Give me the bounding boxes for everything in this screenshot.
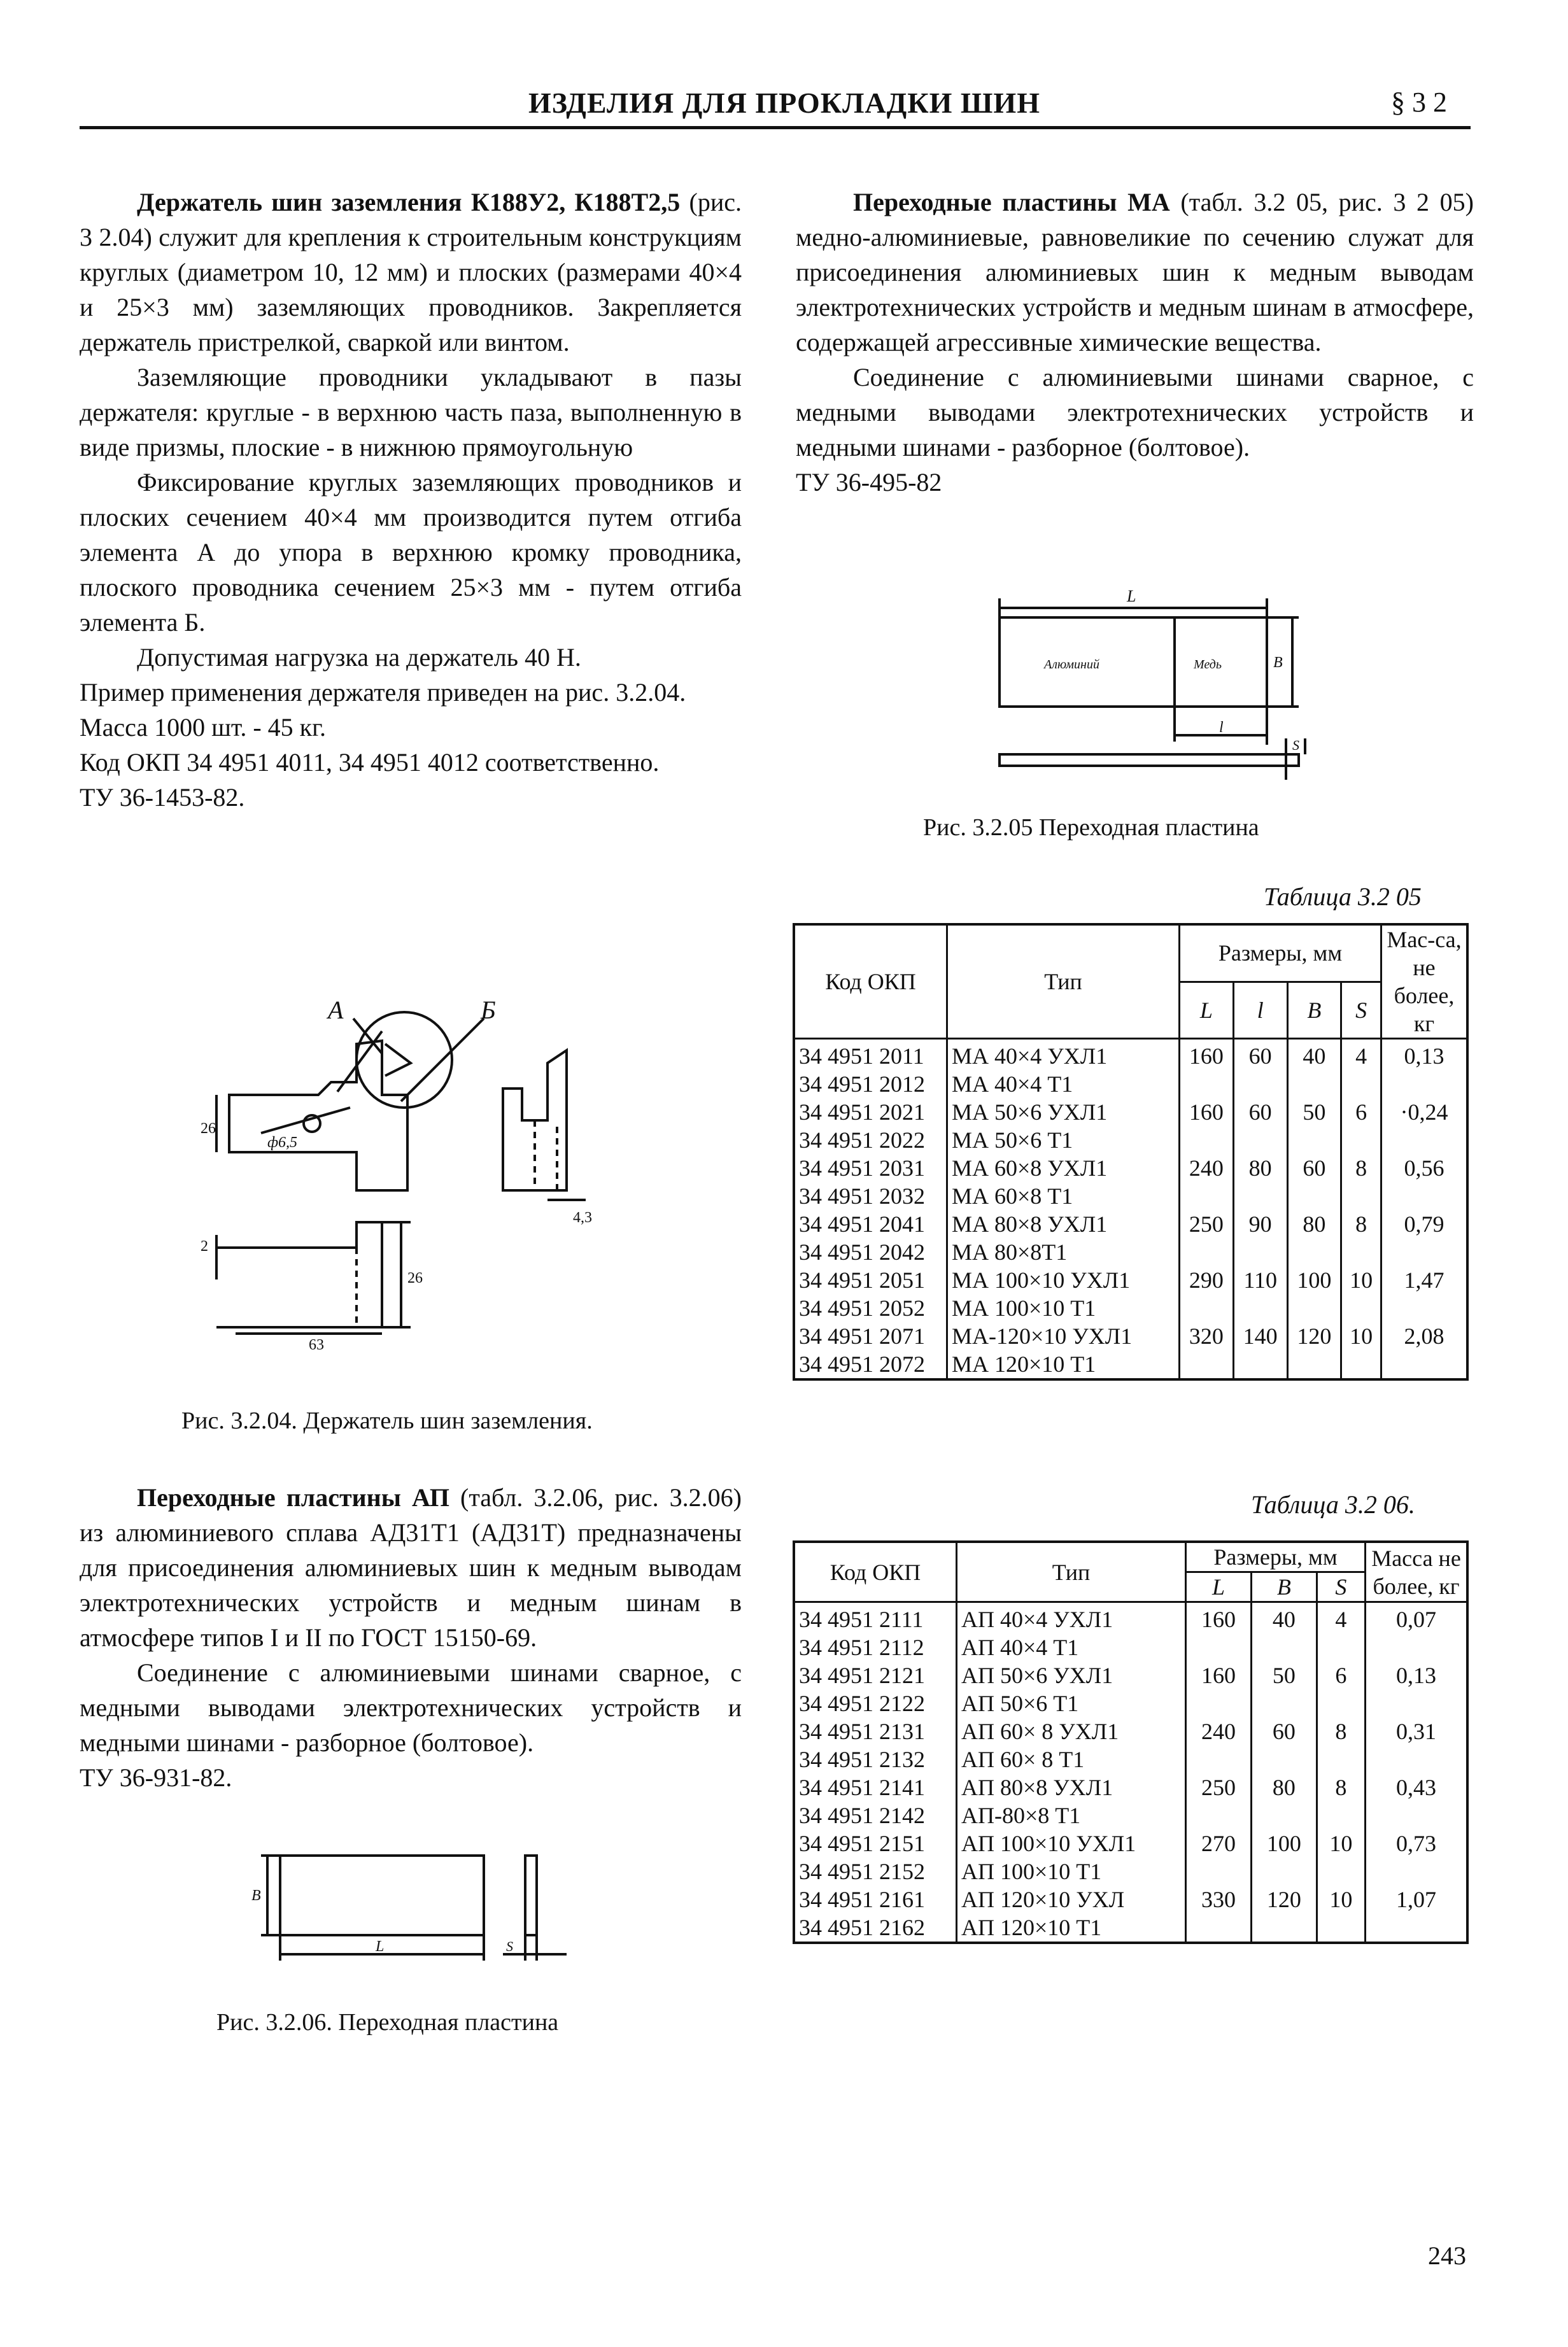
cell-type: АП 120×10 УХЛ xyxy=(957,1885,1186,1914)
cell-type: АП 40×4 УХЛ1 xyxy=(957,1602,1186,1634)
cell-m xyxy=(1366,1914,1468,1943)
table-row xyxy=(794,1126,1467,1154)
cell-L xyxy=(1186,1914,1252,1943)
th-mass-ap: Масса не более, кг xyxy=(1366,1542,1468,1602)
cell-type: МА 50×6 Т1 xyxy=(947,1126,1180,1154)
cell-L xyxy=(1186,1745,1252,1773)
cell-B: 60 xyxy=(1287,1154,1341,1182)
table-row xyxy=(794,1350,1467,1379)
dim-S-ap: S xyxy=(506,1938,513,1954)
cell-B: 120 xyxy=(1251,1885,1317,1914)
dim-26-bottom: 26 xyxy=(407,1270,423,1286)
cell-m: 0,43 xyxy=(1366,1773,1468,1801)
cell-S: 8 xyxy=(1341,1210,1381,1238)
th-type: Тип xyxy=(947,924,1180,1039)
cell-type: МА 40×4 Т1 xyxy=(947,1070,1180,1098)
dim-l: l xyxy=(1219,719,1224,736)
dim-26: 26 xyxy=(201,1120,216,1137)
ap-title: Переходные пластины АП xyxy=(137,1483,449,1512)
cell-l xyxy=(1233,1126,1287,1154)
cell-code: 34 4951 2042 xyxy=(794,1238,947,1266)
holder-load: Допустимая нагрузка на держатель 40 Н. xyxy=(137,643,581,672)
table-row xyxy=(794,1689,1467,1717)
cell-m xyxy=(1381,1126,1468,1154)
holder-text-2: Заземляющие проводники укладывают в пазы держателя: круглые - в верхнюю часть паза, выполненную в виде призмы, плоские - в нижнюю прямоугольную xyxy=(80,363,742,462)
ap-description xyxy=(80,1480,742,1795)
dim-B-ap: B xyxy=(251,1887,261,1904)
cell-code: 34 4951 2122 xyxy=(794,1689,957,1717)
caption-fig-3-2-06: Рис. 3.2.06. Переходная пластина xyxy=(216,2009,559,2036)
cell-L: 160 xyxy=(1186,1661,1252,1689)
cell-L xyxy=(1186,1857,1252,1885)
table-row xyxy=(794,1322,1467,1350)
table-row xyxy=(794,1801,1467,1829)
cell-m: 0,07 xyxy=(1366,1602,1468,1634)
cell-S: 10 xyxy=(1341,1266,1381,1294)
figure-3-2-06 xyxy=(248,1840,579,1967)
section-number: § 3 2 xyxy=(1391,87,1447,118)
cell-B: 100 xyxy=(1287,1266,1341,1294)
ma-description xyxy=(796,185,1474,500)
holder-example: Пример применения держателя приведен на рис. 3.2.04. xyxy=(80,678,686,707)
cell-m: 1,47 xyxy=(1381,1266,1468,1294)
label-aluminium: Алюминий xyxy=(1044,658,1099,672)
cell-l xyxy=(1233,1182,1287,1210)
cell-m xyxy=(1381,1070,1468,1098)
cell-S: 10 xyxy=(1317,1885,1365,1914)
cell-code: 34 4951 2031 xyxy=(794,1154,947,1182)
cell-L: 160 xyxy=(1186,1602,1252,1634)
cell-L: 320 xyxy=(1180,1322,1234,1350)
cell-L xyxy=(1180,1294,1234,1322)
table-row xyxy=(794,1210,1467,1238)
th-L-ap: L xyxy=(1186,1572,1252,1602)
cell-type: АП 120×10 Т1 xyxy=(957,1914,1186,1943)
cell-S xyxy=(1317,1857,1365,1885)
cell-m xyxy=(1381,1182,1468,1210)
cell-l xyxy=(1233,1350,1287,1379)
table-row xyxy=(794,1098,1467,1126)
cell-type: АП 60× 8 УХЛ1 xyxy=(957,1717,1186,1745)
caption-fig-3-2-04: Рис. 3.2.04. Держатель шин заземления. xyxy=(181,1407,593,1434)
holder-description xyxy=(80,185,742,815)
cell-B xyxy=(1251,1633,1317,1661)
cell-m: 0,73 xyxy=(1366,1829,1468,1857)
cell-S: 8 xyxy=(1317,1773,1365,1801)
cell-B xyxy=(1287,1294,1341,1322)
cell-type: МА 60×8 Т1 xyxy=(947,1182,1180,1210)
cell-L: 160 xyxy=(1180,1039,1234,1071)
cell-L xyxy=(1180,1238,1234,1266)
cell-code: 34 4951 2142 xyxy=(794,1801,957,1829)
dim-63: 63 xyxy=(309,1337,324,1350)
cell-B: 100 xyxy=(1251,1829,1317,1857)
cell-code: 34 4951 2032 xyxy=(794,1182,947,1210)
cell-S xyxy=(1341,1182,1381,1210)
cell-B xyxy=(1287,1126,1341,1154)
cell-m: 0,56 xyxy=(1381,1154,1468,1182)
cell-L xyxy=(1186,1801,1252,1829)
cell-m: 0,13 xyxy=(1366,1661,1468,1689)
cell-m xyxy=(1366,1633,1468,1661)
cell-L: 160 xyxy=(1180,1098,1234,1126)
cell-S xyxy=(1341,1350,1381,1379)
cell-L: 250 xyxy=(1180,1210,1234,1238)
table-3-2-06 xyxy=(793,1540,1469,1944)
th-code: Код ОКП xyxy=(794,924,947,1039)
cell-code: 34 4951 2071 xyxy=(794,1322,947,1350)
ap-tu: ТУ 36-931-82. xyxy=(80,1763,232,1792)
cell-S xyxy=(1341,1126,1381,1154)
cell-B xyxy=(1251,1914,1317,1943)
cell-L: 330 xyxy=(1186,1885,1252,1914)
cell-B xyxy=(1287,1238,1341,1266)
cell-l xyxy=(1233,1070,1287,1098)
holder-tu: ТУ 36-1453-82. xyxy=(80,783,245,812)
cell-B xyxy=(1251,1857,1317,1885)
cell-m xyxy=(1366,1857,1468,1885)
cell-m xyxy=(1381,1350,1468,1379)
cell-B: 120 xyxy=(1287,1322,1341,1350)
cell-S: 10 xyxy=(1317,1829,1365,1857)
cell-L xyxy=(1186,1689,1252,1717)
cell-m xyxy=(1366,1745,1468,1773)
page-number: 243 xyxy=(1428,2241,1466,2270)
table-row xyxy=(794,1829,1467,1857)
cell-l: 140 xyxy=(1233,1322,1287,1350)
cell-code: 34 4951 2162 xyxy=(794,1914,957,1943)
cell-code: 34 4951 2041 xyxy=(794,1210,947,1238)
cell-code: 34 4951 2072 xyxy=(794,1350,947,1379)
th-sizes-ap: Размеры, мм xyxy=(1186,1542,1366,1572)
table-row xyxy=(794,1182,1467,1210)
holder-mass: Масса 1000 шт. - 45 кг. xyxy=(80,713,326,742)
cell-code: 34 4951 2011 xyxy=(794,1039,947,1071)
cell-type: АП 100×10 Т1 xyxy=(957,1857,1186,1885)
ap-text-2: Соединение с алюминиевыми шинами сварное, с медными выводами электротехнических устройств и медными шинами - разборное (болтовое). xyxy=(80,1658,742,1757)
dim-4-3: 4,3 xyxy=(573,1209,592,1226)
cell-S: 8 xyxy=(1317,1717,1365,1745)
cell-B xyxy=(1287,1350,1341,1379)
cell-m: 0,13 xyxy=(1381,1039,1468,1071)
cell-type: МА 100×10 УХЛ1 xyxy=(947,1266,1180,1294)
cell-code: 34 4951 2021 xyxy=(794,1098,947,1126)
table-3-2-05-label: Таблица 3.2 05 xyxy=(1264,882,1422,911)
th-S-ap: S xyxy=(1317,1572,1365,1602)
cell-S: 8 xyxy=(1341,1154,1381,1182)
cell-code: 34 4951 2131 xyxy=(794,1717,957,1745)
th-S: S xyxy=(1341,982,1381,1038)
holder-okp: Код ОКП 34 4951 4011, 34 4951 4012 соответственно. xyxy=(80,748,660,777)
cell-L xyxy=(1180,1070,1234,1098)
cell-code: 34 4951 2161 xyxy=(794,1885,957,1914)
table-row xyxy=(794,1154,1467,1182)
cell-code: 34 4951 2012 xyxy=(794,1070,947,1098)
cell-S xyxy=(1317,1689,1365,1717)
table-row xyxy=(794,1661,1467,1689)
table-3-2-06-label: Таблица 3.2 06. xyxy=(1251,1490,1415,1519)
cell-B xyxy=(1251,1801,1317,1829)
th-type-ap: Тип xyxy=(957,1542,1186,1602)
cell-S: 10 xyxy=(1341,1322,1381,1350)
caption-fig-3-2-05: Рис. 3.2.05 Переходная пластина xyxy=(923,814,1259,841)
cell-m: ·0,24 xyxy=(1381,1098,1468,1126)
cell-l: 60 xyxy=(1233,1039,1287,1071)
cell-S: 4 xyxy=(1317,1602,1365,1634)
table-row xyxy=(794,1602,1467,1634)
cell-B: 40 xyxy=(1251,1602,1317,1634)
cell-type: АП-80×8 Т1 xyxy=(957,1801,1186,1829)
cell-type: МА 80×8 УХЛ1 xyxy=(947,1210,1180,1238)
cell-m: 2,08 xyxy=(1381,1322,1468,1350)
cell-code: 34 4951 2112 xyxy=(794,1633,957,1661)
dim-B: B xyxy=(1273,654,1283,671)
table-row xyxy=(794,1633,1467,1661)
dim-L: L xyxy=(1127,587,1136,605)
cell-B: 40 xyxy=(1287,1039,1341,1071)
cell-S: 6 xyxy=(1341,1098,1381,1126)
figure-3-2-04 xyxy=(191,980,649,1350)
table-3-2-05 xyxy=(793,923,1469,1381)
cell-m xyxy=(1366,1801,1468,1829)
cell-type: МА 120×10 Т1 xyxy=(947,1350,1180,1379)
cell-code: 34 4951 2052 xyxy=(794,1294,947,1322)
cell-L: 290 xyxy=(1180,1266,1234,1294)
th-sizes: Размеры, мм xyxy=(1180,924,1381,982)
dim-L-ap: L xyxy=(376,1938,385,1955)
cell-l xyxy=(1233,1238,1287,1266)
table-row xyxy=(794,1070,1467,1098)
cell-B: 60 xyxy=(1251,1717,1317,1745)
cell-m: 0,79 xyxy=(1381,1210,1468,1238)
page-header-title: ИЗДЕЛИЯ ДЛЯ ПРОКЛАДКИ ШИН xyxy=(528,87,1040,119)
cell-type: АП 100×10 УХЛ1 xyxy=(957,1829,1186,1857)
cell-type: АП 80×8 УХЛ1 xyxy=(957,1773,1186,1801)
dim-2: 2 xyxy=(201,1238,208,1255)
cell-l: 90 xyxy=(1233,1210,1287,1238)
cell-L xyxy=(1186,1633,1252,1661)
cell-S xyxy=(1317,1633,1365,1661)
cell-L xyxy=(1180,1350,1234,1379)
cell-m xyxy=(1381,1238,1468,1266)
table-row xyxy=(794,1039,1467,1071)
cell-L: 270 xyxy=(1186,1829,1252,1857)
cell-B xyxy=(1287,1182,1341,1210)
cell-type: АП 40×4 Т1 xyxy=(957,1633,1186,1661)
cell-S xyxy=(1341,1294,1381,1322)
cell-type: МА 40×4 УХЛ1 xyxy=(947,1039,1180,1071)
holder-title: Держатель шин заземления К188У2, К188Т2,5 xyxy=(137,188,681,216)
cell-L xyxy=(1180,1126,1234,1154)
cell-type: МА 100×10 Т1 xyxy=(947,1294,1180,1322)
cell-B: 50 xyxy=(1251,1661,1317,1689)
table-row xyxy=(794,1294,1467,1322)
table-row xyxy=(794,1745,1467,1773)
cell-m xyxy=(1381,1294,1468,1322)
cell-L xyxy=(1180,1182,1234,1210)
cell-m: 1,07 xyxy=(1366,1885,1468,1914)
cell-B: 50 xyxy=(1287,1098,1341,1126)
cell-code: 34 4951 2152 xyxy=(794,1857,957,1885)
cell-m: 0,31 xyxy=(1366,1717,1468,1745)
th-mass: Мас-са, не более, кг xyxy=(1381,924,1468,1039)
cell-B xyxy=(1287,1070,1341,1098)
cell-S xyxy=(1317,1914,1365,1943)
header-rule xyxy=(80,126,1471,129)
label-b: Б xyxy=(481,996,496,1024)
cell-S: 4 xyxy=(1341,1039,1381,1071)
th-l: l xyxy=(1233,982,1287,1038)
ma-text-2: Соединение с алюминиевыми шинами сварное, с медными выводами электротехнических устройств и медными шинами - разборное (болтовое). xyxy=(796,363,1474,462)
cell-type: МА 80×8Т1 xyxy=(947,1238,1180,1266)
th-B-ap: B xyxy=(1251,1572,1317,1602)
label-copper: Медь xyxy=(1194,658,1222,672)
cell-S: 6 xyxy=(1317,1661,1365,1689)
cell-l: 110 xyxy=(1233,1266,1287,1294)
ma-title: Переходные пластины МА xyxy=(853,188,1170,216)
cell-L: 250 xyxy=(1186,1773,1252,1801)
cell-S xyxy=(1317,1801,1365,1829)
cell-type: МА-120×10 УХЛ1 xyxy=(947,1322,1180,1350)
dim-hole: ф6,5 xyxy=(267,1134,298,1151)
cell-code: 34 4951 2111 xyxy=(794,1602,957,1634)
cell-type: АП 50×6 Т1 xyxy=(957,1689,1186,1717)
dim-S: S xyxy=(1292,737,1299,753)
ap-text-1: (табл. 3.2.06, рис. 3.2.06) из алюминиевого сплава АД31Т1 (АД31Т) предназначены для присоединения алюминиевых шин к медным выводам электротехнических устройств и медным шинам в атмосфере типов I и II по ГОСТ 15150-69. xyxy=(80,1483,742,1652)
ma-text-1: (табл. 3.2 05, рис. 3 2 05) медно-алюминиевые, равновеликие по сечению служат для присоединения алюминиевых шин к медным выводам электротехнических устройств и медным шинам в атмосфере, содержащей агрессивные химические вещества. xyxy=(796,188,1474,356)
table-row xyxy=(794,1914,1467,1943)
table-row xyxy=(794,1885,1467,1914)
cell-code: 34 4951 2022 xyxy=(794,1126,947,1154)
cell-B xyxy=(1251,1745,1317,1773)
cell-B xyxy=(1251,1689,1317,1717)
holder-text-1: (рис. 3 2.04) служит для крепления к строительным конструкциям круглых (диаметром 10, 12 мм) и плоских (размерами 40×4 и 25×3 мм) заземляющих проводников. Закрепляется держатель пристрелкой, сваркой или винтом. xyxy=(80,188,742,356)
cell-code: 34 4951 2121 xyxy=(794,1661,957,1689)
cell-m xyxy=(1366,1689,1468,1717)
cell-type: АП 50×6 УХЛ1 xyxy=(957,1661,1186,1689)
holder-text-3: Фиксирование круглых заземляющих проводников и плоских сечением 40×4 мм производится путем отгиба элемента А до упора в верхнюю кромку проводника, плоского проводника сечением 25×3 мм - путем отгиба элемента Б. xyxy=(80,468,742,637)
cell-S xyxy=(1341,1070,1381,1098)
cell-S xyxy=(1317,1745,1365,1773)
table-row xyxy=(794,1238,1467,1266)
table-row xyxy=(794,1717,1467,1745)
cell-L: 240 xyxy=(1186,1717,1252,1745)
table-row xyxy=(794,1857,1467,1885)
cell-code: 34 4951 2141 xyxy=(794,1773,957,1801)
table-row xyxy=(794,1773,1467,1801)
cell-l: 60 xyxy=(1233,1098,1287,1126)
cell-l xyxy=(1233,1294,1287,1322)
cell-B: 80 xyxy=(1287,1210,1341,1238)
th-code-ap: Код ОКП xyxy=(794,1542,957,1602)
cell-B: 80 xyxy=(1251,1773,1317,1801)
cell-S xyxy=(1341,1238,1381,1266)
cell-type: МА 50×6 УХЛ1 xyxy=(947,1098,1180,1126)
cell-l: 80 xyxy=(1233,1154,1287,1182)
cell-type: МА 60×8 УХЛ1 xyxy=(947,1154,1180,1182)
table-row xyxy=(794,1266,1467,1294)
figure-3-2-05 xyxy=(993,586,1311,796)
cell-type: АП 60× 8 Т1 xyxy=(957,1745,1186,1773)
cell-code: 34 4951 2051 xyxy=(794,1266,947,1294)
cell-code: 34 4951 2151 xyxy=(794,1829,957,1857)
th-B: B xyxy=(1287,982,1341,1038)
label-a: А xyxy=(328,996,344,1024)
ma-tu: ТУ 36-495-82 xyxy=(796,468,942,497)
cell-L: 240 xyxy=(1180,1154,1234,1182)
cell-code: 34 4951 2132 xyxy=(794,1745,957,1773)
th-L: L xyxy=(1180,982,1234,1038)
